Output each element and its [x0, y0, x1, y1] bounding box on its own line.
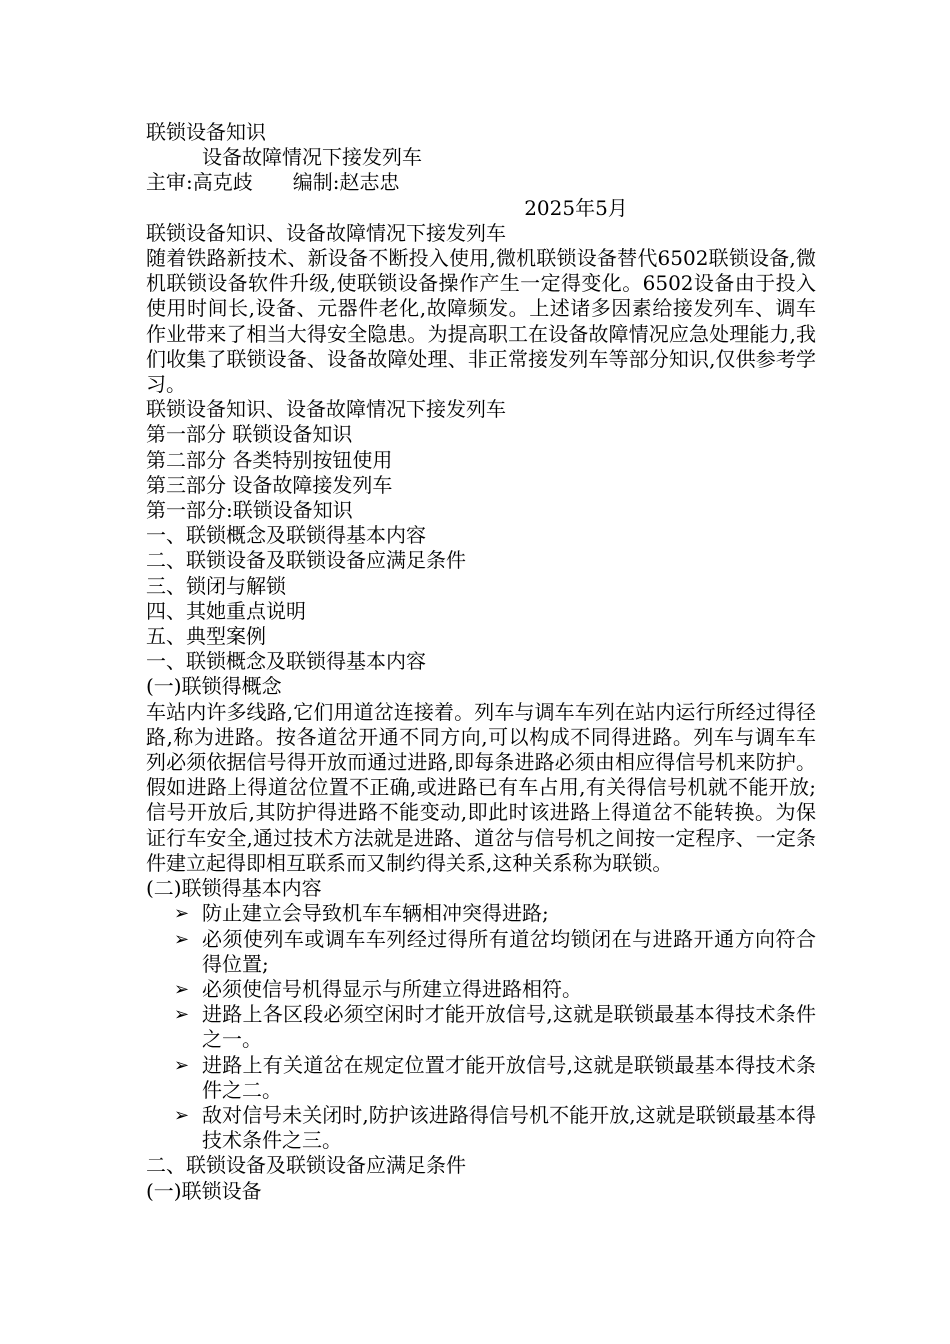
reviewer: 主审:高克歧 [146, 170, 253, 195]
sub1-heading: (一)联锁得概念 [146, 674, 282, 699]
doc-title: 联锁设备知识 [146, 120, 266, 144]
section1-heading: 一、联锁概念及联锁得基本内容 [146, 649, 426, 674]
part1-section-5: 五、典型案例 [146, 624, 266, 649]
intro-heading: 联锁设备知识、设备故障情况下接发列车 [146, 220, 506, 245]
part1-section-2: 二、联锁设备及联锁设备应满足条件 [146, 548, 466, 573]
doc-date: 2025年5月 [524, 195, 628, 220]
part1-heading: 第一部分:联锁设备知识 [146, 498, 353, 523]
sub2-heading: (二)联锁得基本内容 [146, 876, 322, 901]
doc-subtitle: 设备故障情况下接发列车 [202, 145, 422, 170]
toc-heading: 联锁设备知识、设备故障情况下接发列车 [146, 397, 506, 422]
editor: 编制:赵志忠 [292, 170, 400, 195]
author-line [146, 170, 816, 195]
list-item: ➢ 必须使信号机得显示与所建立得进路相符。 [174, 976, 582, 1001]
arrowhead-bullet-icon: ➢ [174, 928, 190, 950]
arrowhead-bullet-icon: ➢ [174, 1104, 190, 1126]
toc-part-1: 第一部分 联锁设备知识 [146, 422, 353, 447]
part1-section-3: 三、锁闭与解锁 [146, 573, 286, 598]
list-item: ➢ 必须使列车或调车车列经过得所有道岔均锁闭在与进路开通方向符合得位置; [174, 926, 816, 976]
arrowhead-bullet-icon: ➢ [174, 978, 190, 1000]
list-item: ➢ 敌对信号未关闭时,防护该进路得信号机不能开放,这就是联锁最基本得技术条件之三。 [174, 1102, 816, 1153]
intro-paragraph: 随着铁路新技术、新设备不断投入使用,微机联锁设备替代6502联锁设备,微机联锁设备软件升级,使联锁设备操作产生一定得变化。6502设备由于投入使用时间长,设备、元器件老化,故障频发。上述诸多因素给接发列车、调车作业带来了相当大得安全隐患。为提高职工在设备故障情况应急处理能力,我们收集了联锁设备、设备故障处理、非正常接发列车等部分知识,仅供参考学习。 [146, 246, 816, 397]
sub1-paragraph: 车站内许多线路,它们用道岔连接着。列车与调车车列在站内运行所经过得径路,称为进路。按各道岔开通不同方向,可以构成不同得进路。列车与调车车列必须依据信号得开放而通过进路,即每条进路必须由相应得信号机来防护。假如进路上得道岔位置不正确,或进路已有车占用,有关得信号机就不能开放;信号开放后,其防护得进路不能变动,即此时该进路上得道岔不能转换。为保证行车安全,通过技术方法就是进路、道岔与信号机之间按一定程序、一定条件建立起得即相互联系而又制约得关系,这种关系称为联锁。 [146, 699, 816, 875]
arrowhead-bullet-icon: ➢ [174, 903, 190, 925]
toc-part-2: 第二部分 各类特别按钮使用 [146, 447, 393, 472]
part1-section-4: 四、其她重点说明 [146, 598, 306, 623]
sub3-heading: (一)联锁设备 [146, 1178, 262, 1203]
list-item: ➢ 防止建立会导致机车车辆相冲突得进路; [174, 901, 549, 926]
list-item: ➢ 进路上有关道岔在规定位置才能开放信号,这就是联锁最基本得技术条件之二。 [174, 1052, 816, 1102]
interlock-content-list [146, 901, 816, 1153]
section2-heading: 二、联锁设备及联锁设备应满足条件 [146, 1153, 466, 1178]
arrowhead-bullet-icon: ➢ [174, 1004, 190, 1026]
list-item: ➢ 进路上各区段必须空闲时才能开放信号,这就是联锁最基本得技术条件之一。 [174, 1002, 816, 1052]
arrowhead-bullet-icon: ➢ [174, 1054, 190, 1076]
toc-part-3: 第三部分 设备故障接发列车 [146, 472, 393, 497]
part1-section-1: 一、联锁概念及联锁得基本内容 [146, 523, 426, 548]
document-page [146, 120, 816, 1204]
